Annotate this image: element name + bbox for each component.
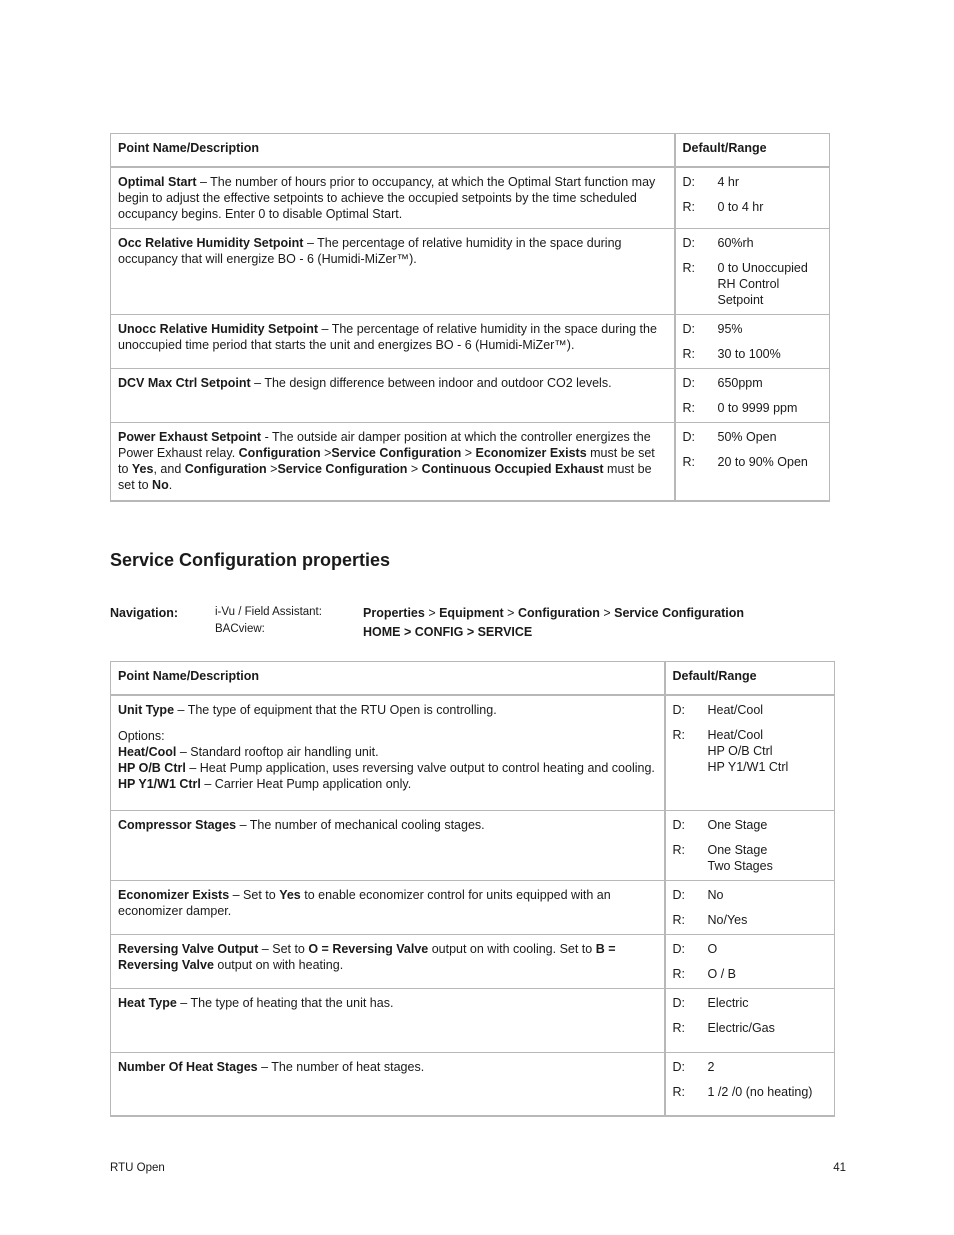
range-line: Heat/Cool bbox=[707, 728, 764, 742]
footer-page-number: 41 bbox=[833, 1162, 846, 1174]
text-part: to enable economizer control for units equipped with an economizer damper. bbox=[118, 887, 611, 918]
point-name: Compressor Stages bbox=[118, 817, 237, 832]
default-label: D: bbox=[682, 175, 695, 189]
nav-crumb: Equipment bbox=[439, 606, 504, 620]
default-value: 50% Open bbox=[717, 430, 777, 444]
default-value: 4 hr bbox=[717, 175, 740, 189]
text-part: – Set to bbox=[258, 941, 309, 956]
point-table-1 bbox=[110, 133, 830, 502]
range-label: R: bbox=[672, 912, 685, 927]
table-row bbox=[111, 1052, 835, 1116]
default-value: 95% bbox=[717, 322, 743, 336]
option-item bbox=[118, 776, 657, 792]
table-row bbox=[111, 423, 830, 501]
navigation-tools bbox=[215, 604, 322, 638]
value-ref: O = Reversing Valve bbox=[308, 941, 429, 956]
header-default-range: Default/Range bbox=[682, 141, 767, 155]
header-description: Point Name/Description bbox=[118, 669, 259, 683]
range-value: 1 /2 /0 (no heating) bbox=[707, 1084, 813, 1099]
value-ref: B = Reversing Valve bbox=[118, 941, 616, 972]
range-value: Electric/Gas bbox=[707, 1020, 775, 1035]
option-name: HP Y1/W1 Ctrl bbox=[118, 777, 201, 791]
default-label: D: bbox=[672, 887, 685, 902]
value-ref: Yes bbox=[131, 462, 154, 476]
option-item bbox=[118, 760, 657, 776]
default-value: O bbox=[707, 941, 718, 956]
range-value bbox=[708, 842, 828, 874]
range-value: O / B bbox=[707, 966, 736, 981]
separator: – bbox=[303, 236, 318, 250]
option-text: – Standard rooftop air handling unit. bbox=[176, 745, 379, 759]
default-label: D: bbox=[682, 322, 695, 336]
option-name: Heat/Cool bbox=[118, 745, 177, 759]
nav-ref: Configuration bbox=[238, 446, 321, 460]
range-line: HP Y1/W1 Ctrl bbox=[707, 760, 789, 774]
table-row bbox=[111, 988, 835, 1052]
range-value: 0 to 4 hr bbox=[717, 200, 764, 214]
nav-sep: > bbox=[503, 606, 518, 620]
table-row bbox=[111, 695, 835, 810]
nav-path-ivu bbox=[363, 604, 744, 623]
default-label: D: bbox=[672, 1059, 685, 1074]
default-label: D: bbox=[672, 817, 685, 832]
default-label: D: bbox=[672, 995, 685, 1010]
value-ref: Yes bbox=[279, 887, 301, 902]
point-description: The type of heating that the unit has. bbox=[190, 995, 394, 1010]
navigation-label: Navigation: bbox=[110, 606, 179, 620]
point-description: The number of hours prior to occupancy, at which the Optimal Start function may begin to adjust the effective setpoints to achieve the occupied setpoints by the time scheduled occupancy begins. Enter 0 to disable Optimal Start. bbox=[118, 175, 656, 221]
default-value: No bbox=[707, 887, 724, 902]
range-label: R: bbox=[672, 966, 685, 981]
nav-ref: Economizer Exists bbox=[475, 446, 587, 460]
separator: – bbox=[196, 175, 211, 189]
nav-path-bacview: HOME > CONFIG > SERVICE bbox=[363, 625, 533, 639]
separator: – bbox=[318, 322, 332, 336]
point-description: The number of mechanical cooling stages. bbox=[249, 817, 485, 832]
range-line: 0 to Unoccupied bbox=[717, 261, 808, 275]
nav-crumb: Properties bbox=[363, 606, 425, 620]
option-name: HP O/B Ctrl bbox=[118, 761, 186, 775]
point-name: Power Exhaust Setpoint bbox=[118, 430, 262, 444]
range-line: One Stage bbox=[707, 842, 768, 857]
range-label: R: bbox=[682, 401, 695, 415]
nav-ref: Configuration bbox=[184, 462, 267, 476]
range-value: 30 to 100% bbox=[717, 347, 781, 361]
default-value: 2 bbox=[707, 1059, 715, 1074]
nav-ref: Continuous Occupied Exhaust bbox=[421, 462, 604, 476]
range-label: R: bbox=[672, 1084, 685, 1099]
table-row bbox=[111, 880, 835, 934]
table-row bbox=[111, 934, 835, 988]
separator: – bbox=[257, 1059, 272, 1074]
text-part: output on with cooling. Set to bbox=[428, 941, 596, 956]
range-label: R: bbox=[672, 1020, 685, 1035]
range-label: R: bbox=[682, 261, 695, 275]
range-label: R: bbox=[672, 728, 685, 742]
point-name: Unocc Relative Humidity Setpoint bbox=[118, 322, 319, 336]
nav-crumb: Service Configuration bbox=[614, 606, 745, 620]
default-value: 650ppm bbox=[717, 376, 763, 390]
point-name: Occ Relative Humidity Setpoint bbox=[118, 236, 304, 250]
text-part: – Set to bbox=[229, 887, 280, 902]
separator: – bbox=[174, 703, 188, 717]
nav-ref: Service Configuration bbox=[277, 462, 408, 476]
text-part: must be set to bbox=[118, 462, 652, 492]
range-label: R: bbox=[672, 842, 685, 857]
nav-crumb: Configuration bbox=[517, 606, 600, 620]
separator: – bbox=[176, 995, 191, 1010]
range-value bbox=[718, 260, 823, 308]
default-value: Electric bbox=[707, 995, 749, 1010]
point-name: Reversing Valve Output bbox=[118, 941, 259, 956]
default-label: D: bbox=[682, 236, 695, 250]
header-description: Point Name/Description bbox=[118, 141, 259, 155]
range-label: R: bbox=[682, 455, 695, 469]
option-text: – Heat Pump application, uses reversing valve output to control heating and cooling. bbox=[185, 761, 655, 775]
nav-tool-ivu: i-Vu / Field Assistant: bbox=[215, 606, 322, 618]
text-part: > bbox=[461, 446, 476, 460]
text-part: > bbox=[407, 462, 422, 476]
text-part: , and bbox=[153, 462, 185, 476]
point-name: Number Of Heat Stages bbox=[118, 1059, 258, 1074]
point-description: The design difference between indoor and outdoor CO2 levels. bbox=[264, 376, 612, 390]
navigation-paths bbox=[363, 604, 744, 642]
option-text: – Carrier Heat Pump application only. bbox=[200, 777, 412, 791]
point-description: The percentage of relative humidity in the space during the unoccupied time period that starts the unit and energizes BO - 6 (Humidi-MiZer™). bbox=[118, 322, 657, 352]
separator: – bbox=[236, 817, 250, 832]
value-ref: No bbox=[152, 478, 169, 492]
nav-sep: > bbox=[599, 606, 615, 620]
point-description: The type of equipment that the RTU Open is controlling. bbox=[187, 703, 497, 717]
table-header-row bbox=[111, 662, 835, 696]
footer-document-title: RTU Open bbox=[110, 1162, 165, 1174]
nav-sep: > bbox=[424, 606, 440, 620]
point-name: Unit Type bbox=[118, 703, 175, 717]
point-name: Optimal Start bbox=[118, 175, 197, 189]
default-value: 60%rh bbox=[717, 236, 754, 250]
range-value: 0 to 9999 ppm bbox=[717, 401, 798, 415]
point-name: Heat Type bbox=[118, 995, 177, 1010]
range-value bbox=[708, 727, 828, 775]
default-label: D: bbox=[672, 941, 685, 956]
section-title: Service Configuration properties bbox=[110, 550, 391, 570]
range-line: Setpoint bbox=[717, 293, 764, 307]
range-line: HP O/B Ctrl bbox=[707, 744, 773, 758]
table-row bbox=[111, 369, 830, 423]
range-line: Two Stages bbox=[707, 858, 773, 873]
range-line: RH Control bbox=[717, 277, 780, 291]
point-name: Economizer Exists bbox=[118, 887, 230, 902]
table-header-row bbox=[111, 134, 830, 168]
point-description: The percentage of relative humidity in the space during occupancy that will energize BO - 6 (Humidi-MiZer™). bbox=[118, 236, 622, 266]
range-label: R: bbox=[682, 200, 695, 214]
default-value: One Stage bbox=[707, 817, 768, 832]
range-label: R: bbox=[682, 347, 695, 361]
nav-tool-bacview: BACview: bbox=[215, 623, 265, 635]
text-part: > bbox=[266, 462, 278, 476]
nav-ref: Service Configuration bbox=[331, 446, 462, 460]
table-row bbox=[111, 167, 830, 229]
options-label: Options: bbox=[118, 729, 165, 743]
point-description: The number of heat stages. bbox=[271, 1059, 425, 1074]
default-label: D: bbox=[682, 376, 695, 390]
point-name: DCV Max Ctrl Setpoint bbox=[118, 376, 251, 390]
table-row bbox=[111, 315, 830, 369]
text-part: must be set to bbox=[118, 446, 655, 476]
default-value: Heat/Cool bbox=[707, 703, 764, 717]
separator: – bbox=[250, 376, 265, 390]
text-part: . bbox=[168, 478, 173, 492]
range-value: 20 to 90% Open bbox=[717, 455, 808, 469]
header-default-range: Default/Range bbox=[672, 669, 757, 683]
text-part: > bbox=[320, 446, 332, 460]
range-value: No/Yes bbox=[707, 912, 748, 927]
option-item bbox=[118, 744, 657, 760]
text-part: - The outside air damper position at which the controller energizes the Power Exhaust relay. bbox=[118, 430, 651, 460]
text-part: output on with heating. bbox=[213, 957, 344, 972]
table-row bbox=[111, 810, 835, 880]
table-row bbox=[111, 229, 830, 315]
default-label: D: bbox=[682, 430, 695, 444]
default-label: D: bbox=[672, 703, 685, 717]
point-table-2 bbox=[110, 661, 835, 1117]
